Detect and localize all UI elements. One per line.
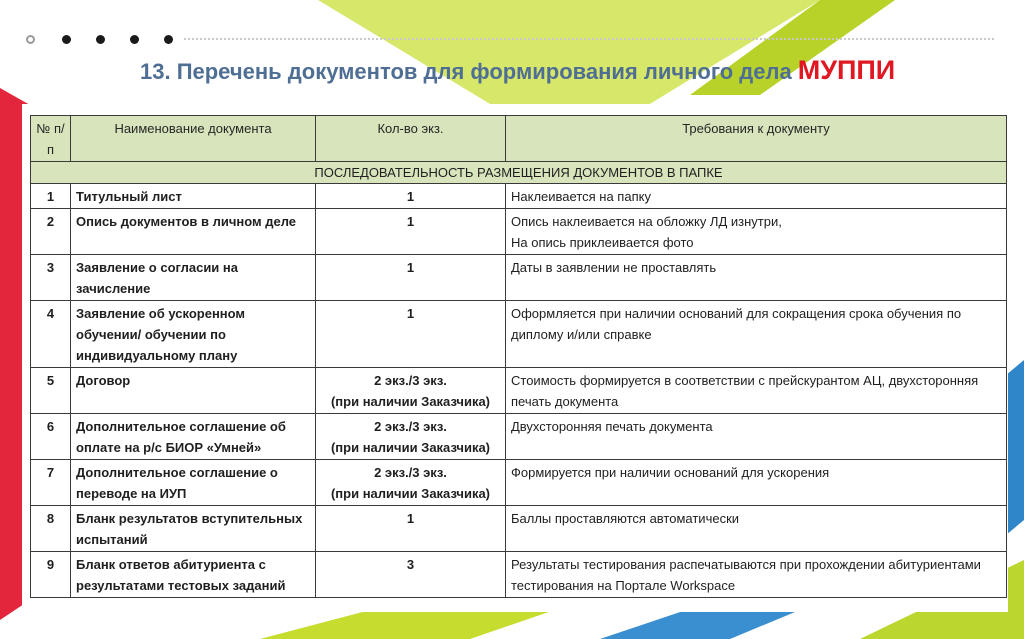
cell-qty: 1 [316, 301, 506, 368]
cell-num: 4 [31, 301, 71, 368]
cell-name: Бланк ответов абитуриента с результатами тестовых заданий [71, 552, 316, 598]
cell-name: Дополнительное соглашение о переводе на ИУП [71, 460, 316, 506]
page-title [140, 55, 980, 86]
cell-num: 9 [31, 552, 71, 598]
cell-num: 1 [31, 184, 71, 209]
table-header-row [31, 116, 1007, 162]
cell-num: 8 [31, 506, 71, 552]
cell-req: Баллы проставляются автоматически [506, 506, 1007, 552]
cell-name: Дополнительное соглашение об оплате на р/с БИОР «Умней» [71, 414, 316, 460]
cell-name: Заявление о согласии на зачисление [71, 255, 316, 301]
cell-req: Результаты тестирования распечатываются при прохождении абитуриентами тестирования на Портале Workspace [506, 552, 1007, 598]
section-title: ПОСЛЕДОВАТЕЛЬНОСТЬ РАЗМЕЩЕНИЯ ДОКУМЕНТОВ В ПАПКЕ [31, 162, 1007, 184]
table-row [31, 552, 1007, 598]
progress-dot [164, 35, 173, 44]
cell-qty: 1 [316, 506, 506, 552]
cell-req: Наклеивается на папку [506, 184, 1007, 209]
cell-name: Титульный лист [71, 184, 316, 209]
table-row [31, 209, 1007, 255]
cell-req: Формируется при наличии оснований для ускорения [506, 460, 1007, 506]
cell-req: Двухсторонняя печать документа [506, 414, 1007, 460]
cell-qty: 2 экз./3 экз. (при наличии Заказчика) [316, 460, 506, 506]
slide-progress-dots [26, 31, 198, 47]
cell-qty: 1 [316, 255, 506, 301]
cell-qty: 1 [316, 184, 506, 209]
page-title-accent: МУППИ [797, 55, 896, 85]
cell-name: Заявление об ускоренном обучении/ обучении по индивидуальному плану [71, 301, 316, 368]
cell-req: Оформляется при наличии оснований для сокращения срока обучения по диплому и/или справке [506, 301, 1007, 368]
table-row [31, 368, 1007, 414]
cell-req: Даты в заявлении не проставлять [506, 255, 1007, 301]
col-header-name: Наименование документа [71, 116, 316, 162]
col-header-req: Требования к документу [506, 116, 1007, 162]
cell-qty: 2 экз./3 экз. (при наличии Заказчика) [316, 414, 506, 460]
page-title-text: 13. Перечень документов для формирования личного дела [140, 59, 792, 84]
cell-num: 6 [31, 414, 71, 460]
progress-dot [130, 35, 139, 44]
progress-dot [96, 35, 105, 44]
table-row [31, 414, 1007, 460]
col-header-num: № п/п [31, 116, 71, 162]
col-header-qty: Кол-во экз. [316, 116, 506, 162]
progress-dot [62, 35, 71, 44]
table-row [31, 255, 1007, 301]
cell-name: Опись документов в личном деле [71, 209, 316, 255]
table-row [31, 506, 1007, 552]
cell-qty: 1 [316, 209, 506, 255]
header-dotted-line [184, 38, 994, 40]
progress-dot-current [26, 35, 35, 44]
cell-qty: 3 [316, 552, 506, 598]
cell-name: Бланк результатов вступительных испытаний [71, 506, 316, 552]
table-row [31, 301, 1007, 368]
table-row [31, 460, 1007, 506]
cell-qty: 2 экз./3 экз. (при наличии Заказчика) [316, 368, 506, 414]
cell-num: 2 [31, 209, 71, 255]
section-row [31, 162, 1007, 184]
table-row [31, 184, 1007, 209]
cell-req: Опись наклеивается на обложку ЛД изнутри, На опись приклеивается фото [506, 209, 1007, 255]
cell-req: Стоимость формируется в соответствии с прейскурантом АЦ, двухсторонняя печать документа [506, 368, 1007, 414]
cell-num: 5 [31, 368, 71, 414]
cell-num: 3 [31, 255, 71, 301]
cell-num: 7 [31, 460, 71, 506]
documents-table [30, 115, 1007, 598]
cell-name: Договор [71, 368, 316, 414]
